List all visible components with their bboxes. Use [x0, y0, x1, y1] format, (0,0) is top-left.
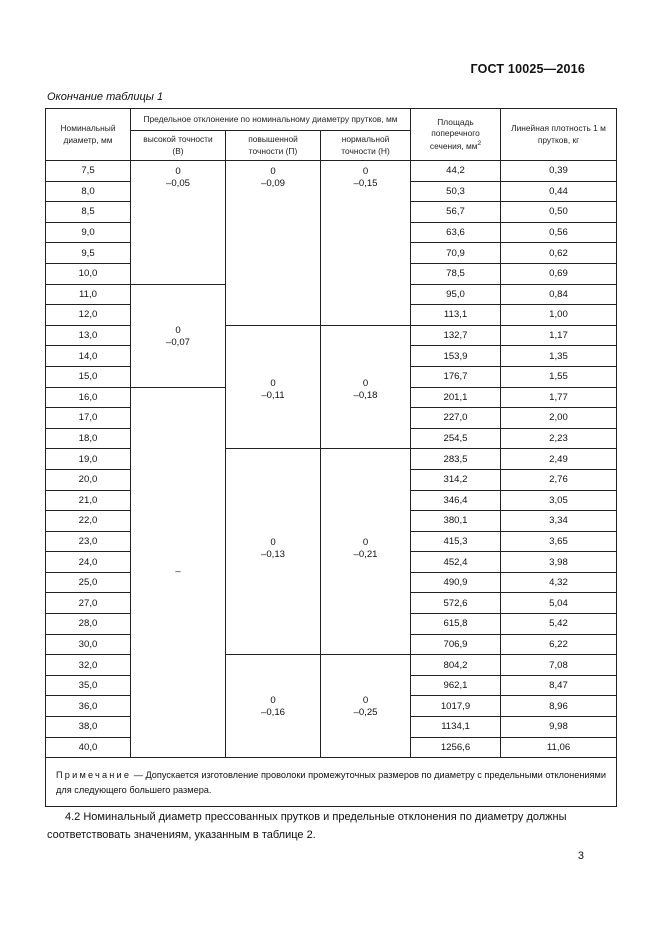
- deviation-lower: –0,16: [260, 707, 285, 719]
- deviation-upper: 0: [270, 695, 276, 707]
- cell-diameter: 20,0: [46, 469, 131, 490]
- note-prefix: Примечание: [56, 770, 132, 781]
- deviation-upper: 0: [175, 166, 181, 177]
- cell-linear-density: 5,42: [501, 614, 617, 635]
- header-increased-precision: повышенной точности (П): [226, 131, 321, 161]
- cell-linear-density: 0,62: [501, 243, 617, 264]
- cell-area: 452,4: [411, 552, 501, 573]
- cell-deviation-increased: [226, 161, 321, 326]
- header-normal-precision: нормальной точности (Н): [321, 131, 411, 161]
- cell-linear-density: 3,05: [501, 490, 617, 511]
- header-linear-density: Линейная плотность 1 м прутков, кг: [501, 109, 617, 161]
- cell-deviation-increased: [226, 325, 321, 449]
- cell-diameter: 15,0: [46, 366, 131, 387]
- bar-dimensions-table: [45, 108, 617, 807]
- cell-deviation-high: [131, 161, 226, 285]
- cell-linear-density: 0,50: [501, 202, 617, 223]
- deviation-upper: 0: [362, 166, 369, 177]
- note-text: — Допускается изготовление проволоки промежуточных размеров по диаметру с предельными отклонениями для следующего большего размера.: [56, 770, 606, 795]
- cell-diameter: 21,0: [46, 490, 131, 511]
- cell-linear-density: 1,77: [501, 387, 617, 408]
- cell-area: 314,2: [411, 469, 501, 490]
- cell-linear-density: 1,00: [501, 305, 617, 326]
- cell-area: 132,7: [411, 325, 501, 346]
- cell-area: 227,0: [411, 408, 501, 429]
- cell-area: 962,1: [411, 675, 501, 696]
- cell-deviation-high: [131, 284, 226, 387]
- cell-diameter: 38,0: [46, 717, 131, 738]
- cell-deviation-normal: [321, 449, 411, 655]
- cell-linear-density: 6,22: [501, 634, 617, 655]
- cell-deviation-normal: [321, 655, 411, 758]
- cell-linear-density: 5,04: [501, 593, 617, 614]
- cell-linear-density: 0,56: [501, 222, 617, 243]
- cell-area: 706,9: [411, 634, 501, 655]
- cell-area: 615,8: [411, 614, 501, 635]
- cell-linear-density: 2,00: [501, 408, 617, 429]
- cell-area: 78,5: [411, 263, 501, 284]
- cell-diameter: 35,0: [46, 675, 131, 696]
- cell-diameter: 17,0: [46, 408, 131, 429]
- cell-area: 804,2: [411, 655, 501, 676]
- cell-diameter: 40,0: [46, 737, 131, 758]
- cell-diameter: 16,0: [46, 387, 131, 408]
- cell-diameter: 25,0: [46, 572, 131, 593]
- cell-linear-density: 8,96: [501, 696, 617, 717]
- cell-area: 70,9: [411, 243, 501, 264]
- cell-diameter: 32,0: [46, 655, 131, 676]
- cell-linear-density: 0,44: [501, 181, 617, 202]
- deviation-upper: 0: [362, 695, 369, 707]
- cell-area: 380,1: [411, 511, 501, 532]
- cell-diameter: 10,0: [46, 263, 131, 284]
- cell-area: 153,9: [411, 346, 501, 367]
- cell-diameter: 9,5: [46, 243, 131, 264]
- cell-diameter: 12,0: [46, 305, 131, 326]
- cell-diameter: 36,0: [46, 696, 131, 717]
- cell-area: 1256,6: [411, 737, 501, 758]
- header-nominal-diameter: Номинальный диаметр, мм: [46, 109, 131, 161]
- cell-diameter: 14,0: [46, 346, 131, 367]
- header-area-sup: 2: [477, 139, 482, 147]
- cell-diameter: 30,0: [46, 634, 131, 655]
- cell-diameter: 13,0: [46, 325, 131, 346]
- cell-diameter: 22,0: [46, 511, 131, 532]
- table-note: [46, 758, 617, 806]
- header-area-text: Площадь поперечного сечения, мм: [429, 117, 480, 151]
- cell-linear-density: 11,06: [501, 737, 617, 758]
- deviation-lower: –0,21: [353, 549, 378, 561]
- cell-area: 95,0: [411, 284, 501, 305]
- paragraph-4-2: 4.2 Номинальный диаметр прессованных прутков и предельные отклонения по диаметру должны соответствовать значениям, указанным в таблице 2.: [47, 811, 567, 842]
- header-area: [411, 109, 501, 161]
- cell-linear-density: 2,49: [501, 449, 617, 470]
- cell-diameter: 24,0: [46, 552, 131, 573]
- cell-linear-density: 1,35: [501, 346, 617, 367]
- deviation-lower: –0,18: [353, 389, 378, 401]
- deviation-lower: –0,15: [353, 177, 378, 189]
- deviation-lower: –0,07: [165, 336, 190, 348]
- deviation-upper: 0: [270, 166, 276, 177]
- cell-area: 50,3: [411, 181, 501, 202]
- cell-area: 56,7: [411, 202, 501, 223]
- cell-area: 1017,9: [411, 696, 501, 717]
- page-number: 3: [577, 850, 584, 862]
- cell-linear-density: 9,98: [501, 717, 617, 738]
- cell-linear-density: 3,34: [501, 511, 617, 532]
- cell-deviation-increased: [226, 449, 321, 655]
- cell-linear-density: 0,84: [501, 284, 617, 305]
- deviation-upper: 0: [270, 377, 276, 389]
- cell-linear-density: 1,55: [501, 366, 617, 387]
- deviation-upper: 0: [362, 537, 369, 549]
- cell-deviation-normal: [321, 161, 411, 326]
- table-body: [46, 161, 617, 758]
- cell-area: 283,5: [411, 449, 501, 470]
- deviation-lower: –0,25: [353, 707, 378, 719]
- deviation-lower: –: [175, 566, 181, 578]
- cell-diameter: 19,0: [46, 449, 131, 470]
- cell-area: 63,6: [411, 222, 501, 243]
- document-code: ГОСТ 10025—2016: [470, 62, 585, 76]
- cell-area: 254,5: [411, 428, 501, 449]
- cell-area: 201,1: [411, 387, 501, 408]
- cell-diameter: 9,0: [46, 222, 131, 243]
- deviation-upper: 0: [270, 537, 276, 549]
- cell-diameter: 23,0: [46, 531, 131, 552]
- cell-area: 176,7: [411, 366, 501, 387]
- cell-area: 346,4: [411, 490, 501, 511]
- deviation-upper: 0: [175, 324, 181, 336]
- cell-area: 490,9: [411, 572, 501, 593]
- cell-diameter: 8,0: [46, 181, 131, 202]
- cell-linear-density: 4,32: [501, 572, 617, 593]
- cell-deviation-normal: [321, 325, 411, 449]
- cell-area: 415,3: [411, 531, 501, 552]
- cell-area: 113,1: [411, 305, 501, 326]
- cell-area: 572,6: [411, 593, 501, 614]
- cell-area: 1134,1: [411, 717, 501, 738]
- cell-linear-density: 0,39: [501, 161, 617, 182]
- cell-linear-density: 8,47: [501, 675, 617, 696]
- table-caption: Окончание таблицы 1: [47, 91, 164, 103]
- cell-deviation-high: [131, 387, 226, 758]
- cell-diameter: 27,0: [46, 593, 131, 614]
- table-row: [46, 161, 617, 182]
- cell-diameter: 11,0: [46, 284, 131, 305]
- cell-diameter: 8,5: [46, 202, 131, 223]
- deviation-lower: –0,05: [165, 177, 190, 189]
- cell-linear-density: 2,23: [501, 428, 617, 449]
- cell-linear-density: 2,76: [501, 469, 617, 490]
- deviation-lower: –0,13: [260, 549, 285, 561]
- cell-deviation-increased: [226, 655, 321, 758]
- cell-linear-density: 0,69: [501, 263, 617, 284]
- deviation-lower: –0,09: [260, 177, 285, 189]
- cell-linear-density: 3,98: [501, 552, 617, 573]
- cell-linear-density: 7,08: [501, 655, 617, 676]
- cell-diameter: 18,0: [46, 428, 131, 449]
- cell-area: 44,2: [411, 161, 501, 182]
- deviation-upper: 0: [362, 377, 369, 389]
- cell-diameter: 28,0: [46, 614, 131, 635]
- cell-linear-density: 3,65: [501, 531, 617, 552]
- header-deviation-group: Предельное отклонение по номинальному диаметру прутков, мм: [131, 109, 411, 131]
- header-high-precision: высокой точности (В): [131, 131, 226, 161]
- cell-linear-density: 1,17: [501, 325, 617, 346]
- cell-diameter: 7,5: [46, 161, 131, 182]
- deviation-lower: –0,11: [261, 389, 285, 401]
